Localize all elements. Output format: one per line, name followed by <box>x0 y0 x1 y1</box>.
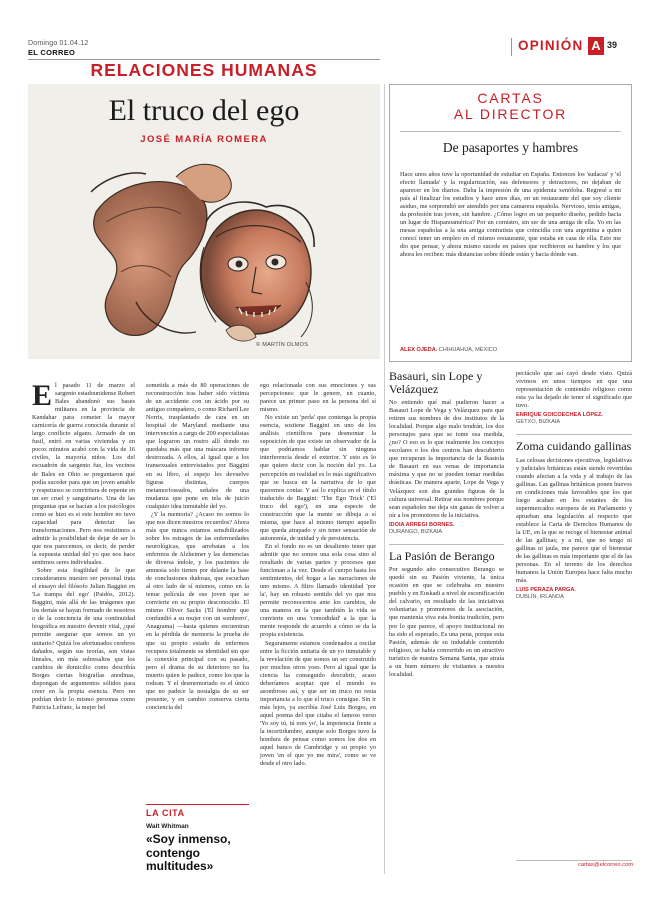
opinion-separator <box>511 38 512 56</box>
letter-body: Hace unos años tuve la oportunidad de estudiar en España. Entonces los 'sudacas' y 'el efecto llamada' y la regularización, sus defensores y detractores, no dejaban de aparecer en los diarios. Daba la impresión de una epidemia xenófoba. Regresé a mi país al finalizar los estudios y hace unos días, en un restaurante del que soy cliente asiduo, me sorprendió ser atendido por una camarera española. Nervioso, tenía amigas, da profesión tras joven, sin hambre. ¿Cómo logro en un pequeño diseño, pedido hacia un lugar de Hispanoamérica? Por un cornistro, sin ser de una amiga de ella. Yo en las mesas españolas a la una amiga contratista que coincidía con una argentina a quien conocí tener un empleo en el mismo restaurante, que estaba en casa de ella. Esto me dio que pensar, y ahora mismo sucede en países que recibieron su hambre y los que ahora les reciben: más distancias sobre dónde están y hacia dónde van. <box>400 171 621 259</box>
article-column-1 <box>32 379 135 712</box>
letter-body: Por segundo año consecutivo Berango se quedó sin su Pasión viviente, la única ocasión en que se celebraba en nuestro pueblo y en Euskadi a nivel de escenificación del calvario, en resultado de las iniciativas voluntarias y promotores de la asociación, que mantenía viva esta bonita tradición, pero por lo que parece, el apoyo institucional no ha sido el esperado. Es una pena, porque esta Pasión, además de su indudable contenido religioso, se había convertido en un atractivo turístico de nuestra Semana Santa, que atraía a un buen número de visitantes a nuestra localidad. <box>389 566 504 678</box>
article-column-2 <box>146 382 249 712</box>
letter-title: Basauri, sin Lope y Velázquez <box>389 369 483 396</box>
letters-email-link[interactable]: cartas@elcorreo.com <box>578 862 634 868</box>
article-paragraph: l pasado 11 de marzo el sargento estadounidense Robert Bales abandonó sus bases militares en la provincia de Kandahar para cometer la mayor carnicería de guerra conocida durante el largo conflicto afgano. Armado de un fusil, entró en varias viviendas y en pocos minutos acabó con la vida de 16 civiles, la mayoría niños. Los del escuadrón de sargento fue, los vecinos de Bales en Ohio se preguntaron qué podía suceder para que un joven amable y respetuoso se convirtiera de repente en un ser cruel y sanguinario. Una de las preguntas que se hacían a los psicólogos como se hizo es si este hombre no tuvo capacidad para detectar las transformaciones. Pero nos resistimos a admitir la posibilidad de dejar de ser lo que nos parecemos, es decir, de perder la supuesta unidad del yo que nos hace sentirnos seres individuales. <box>32 382 135 567</box>
illustration-image <box>76 152 336 348</box>
letter-separator <box>389 544 504 545</box>
letter-body: pectáculo que así cayó desde visto. Quizá vivimos en unos tiempos en que una representación de contenido religioso como esta ya ha dejado de tener el significado que tuvo. <box>516 370 632 410</box>
letters-column-2 <box>516 370 632 609</box>
letters-heading-line: CARTAS <box>477 90 544 106</box>
article-author: JOSÉ MARÍA ROMERA <box>140 134 268 145</box>
article-paragraph: Sobre esta fragilidad de lo que consideramos nuestro ser personal trata el ensayo del filósofo Julian Baggini en 'La trampa del ego' (Paidós, 2012). Baggini, más allá de las imágenes que los demás se hayan formado de nosotros o de la conciencia de una continuidad biográfica en nuestro devenir vital, ¿qué permite asegurar que somos un yo unitario? Quizá los afortunados cerebros dañados, según sus teorías, son vistas lineales, sin más sobresaltos que los cambios de domicilio como describía Borges ciertas biografías anodinas, dispongan de argumentos sólidos para creer en la propia esencia. Pero no podrían decir lo mismo personas como Patricia Lefranc, la mujer bel <box>32 567 135 711</box>
quote-heading: LA CITA <box>146 808 185 818</box>
letter-author: IDOIA ARREGI BORNES. <box>389 521 455 528</box>
letter-place: DUBLÍN, IRLANDA <box>516 594 564 601</box>
letter-body: No entiendo qué mal pudieron hacer a Basauri Lope de Vega y Velázquez para que retiren sus nombres de dos institutos de la localidad. Porque algo malo tendrán, los dos personajes para que se tome esa medida, ¿no? O eso es lo que realmente los concejos escolares o los dos centros han descubierto que recuperan la importancia de la Ikastola de Basauri en sus venas de importancia máxima y que no se pueden tomar medidas drásticas. De manera aparte, Lope de Vega y Velázquez son dos grandes figuras de la cultura universal. Retirar sus nombres porque sean españoles me deja sin ganas de volver a oír a los promotores de la iniciativa. <box>389 399 504 519</box>
article-column-3 <box>260 382 376 768</box>
letter-author: LUIS PERAZA PARGA. <box>516 587 576 594</box>
letter-separator <box>516 434 632 435</box>
letters-heading <box>389 90 632 122</box>
caption-credit: MARTÍN OLMOS <box>262 342 309 348</box>
email-rule <box>516 860 632 861</box>
article-paragraph: En el fondo no es un desaliento tener que admitir que no somos una sola cosa sino el resultado de varias partes y procesos que funcionan a la vez. Desde el cuerpo hasta los sentimientos, del hogar a las narraciones de uno mismo. A filtro llamado identidad 'por la', hay un robusto sentido del yo que nos permite reconocernos ante los cambios, de una manera en la que también la vida se convierte en una 'comodidad' a la que la mente responde de acuerdo a cómo se da la propia existencia. <box>260 542 376 639</box>
letter-place: DURANGO, BIZKAIA <box>389 528 443 535</box>
page-date: Domingo 01.04.12 <box>28 40 89 47</box>
letter-title: Zoma cuidando gallinas <box>516 439 632 454</box>
article-paragraph: Seguramente estamos condenados a oscilar entre la ficción unitaria de un yo inmutable y la revelación de que somos un ser construido por muchos otros yoes. Pero al igual que la ciencia ha conseguido descubrir, acaso deberíamos aceptar que el mundo es asombroso así, y que ser un truco no resta importancia a lo que el truco consigue. Sin ir más lejos, ya escribía José Luis Borges, en aquel poema del que citaba el famoso verso 'Yo soy tú, tú eres yo', la impotencia frente a la incertidumbre, aunque solo Borges tuvo la hondura de pensar como somos los dos en aquel banco de Cambridge y su propio yo joven 'en el que yo me mira', como se ve desde el otro lado. <box>260 639 376 768</box>
quote-text: «Soy inmenso, contengo multitudes» <box>146 832 231 873</box>
newspaper-name: EL CORREO <box>28 48 76 57</box>
article-paragraph: ¿Y la memoria? ¿Acaso no somos lo que nos dicen nuestros recuerdos? Ahora más que nunca estamos sensibilizados sobre los estragos de las enfermedades neurológicas, que arrebatan a los enfermos de Alzheimer y las demencias de diversa índole, y los pacientes de amnesia solo tienen por delante la base de conclusiones dudosas, que escuchan al otro lado de sí mismos, como en la tenue película de ese joven que se convierte en su propio desconocido. El mismo Oliver Sacks ('El hombre que confundió a su mujer con un sombrero', Anagrama) —hasta quienes encuentran en la pérdida de memoria la prueba de que su propio estado de enfermos recupera totalmente su identidad sin que la conexión principal con su pasado, pero el drama de su deterioro no ha muerto quien le padece, como los que la rodean. Y el desmemoriado es el único que no padece la nostalgia de su ser presente, y en cambio conserva cierta conciencia del <box>146 510 249 711</box>
quote-rule <box>146 804 249 805</box>
page-number: 39 <box>607 40 618 50</box>
letter-body: Las celosas decisiones ejecutivas, legislativas y judiciales británicas están siendo revertidas cuando afectan a la vida y al trabajo de las gallinas. Las gallinas británicas ponen huevos en condiciones más favorables que los que luego acaban en los estantes de los supermercados europeos de su Parlamento y aprueban una legislación al respecto que establece la Carta de Derechos Humanos de la UE, en la que se recoge el bienestar animal de las gallinas; y a mí, que no tengo ni gallinas ni jaula, me parece que el bienestar de las gallinas es más importante que el de las personas. En el terreno de los derechos humanos la Unión Europea hace falta mucho más. <box>516 456 632 585</box>
article-paragraph: No existe un 'perla' que contenga la propia esencia, sostiene Baggini en uno de los análisis científicos para desmontar la suposición de que existe un observador de la que podríamos hablar sin ninguna interferencia desde el exterior. Y esto es lo que quiere decir con la noción del yo. La percepción en realidad es lo más significativo que se busca en la narrativa de lo que queremos contar. Y así lo explica en el título traducido de Baggini: 'The Ego Trick' ('El truco del ego'), en una especie de construcción que la mente se dibuja a sí misma, que hace al mismo tiempo aquello que queda atrapado y sin tener sensación de autonomía, de unidad y de persistencia. <box>260 414 376 542</box>
article-paragraph: sometida a más de 80 operaciones de reconstrucción tras haber sido víctima de un accidente con un ácido por su antiguo compañero, o como Richard Lee Norris, trasplantado de cara en un hospital de Maryland mediante una intervención a cargo de 200 especialistas que lograron un rostro allí donde no quedaba más que una máscara informe destrozada. A ellos, al igual que a los transexuales entrevistados por Baggini en su libro, el espejo les devuelve figuras distintas, cuerpos metamorfoseados, señales de una mudanza que pone en tela de juicio cualquier idea inmutable del yo. <box>146 382 249 510</box>
letter-place: CHIHUAHUA, MÉXICO <box>438 347 498 353</box>
letters-rule <box>400 131 621 132</box>
letters-column-1 <box>389 370 504 679</box>
letter-title: La Pasión de Berango <box>389 548 495 563</box>
letter-author: ENRIQUE GOICOECHEA LÓPEZ. <box>516 412 603 419</box>
quote-author: Walt Whitman <box>146 823 189 830</box>
letters-heading-line: AL DIRECTOR <box>453 106 568 122</box>
opinion-label: OPINIÓN <box>518 38 584 53</box>
drop-cap: E <box>32 379 53 412</box>
illustration-caption: © MARTÍN OLMOS <box>256 342 309 348</box>
article-title: El truco del ego <box>108 94 300 127</box>
article-paragraph: ego relacionada con sus emociones y sus percepciones: que le genere, en cuanto, parece un primer paso en la persona del sí mismo. <box>260 382 376 414</box>
letter-signature <box>400 347 497 353</box>
column-divider <box>384 84 385 874</box>
section-logo-icon: A <box>588 37 604 55</box>
section-title: RELACIONES HUMANAS <box>90 60 318 80</box>
letter-place: GETXO, BIZKAIA <box>516 419 561 426</box>
letter-author: ALEX OJEDA. <box>400 347 438 353</box>
letter-title: De pasaportes y hambres <box>442 140 579 155</box>
